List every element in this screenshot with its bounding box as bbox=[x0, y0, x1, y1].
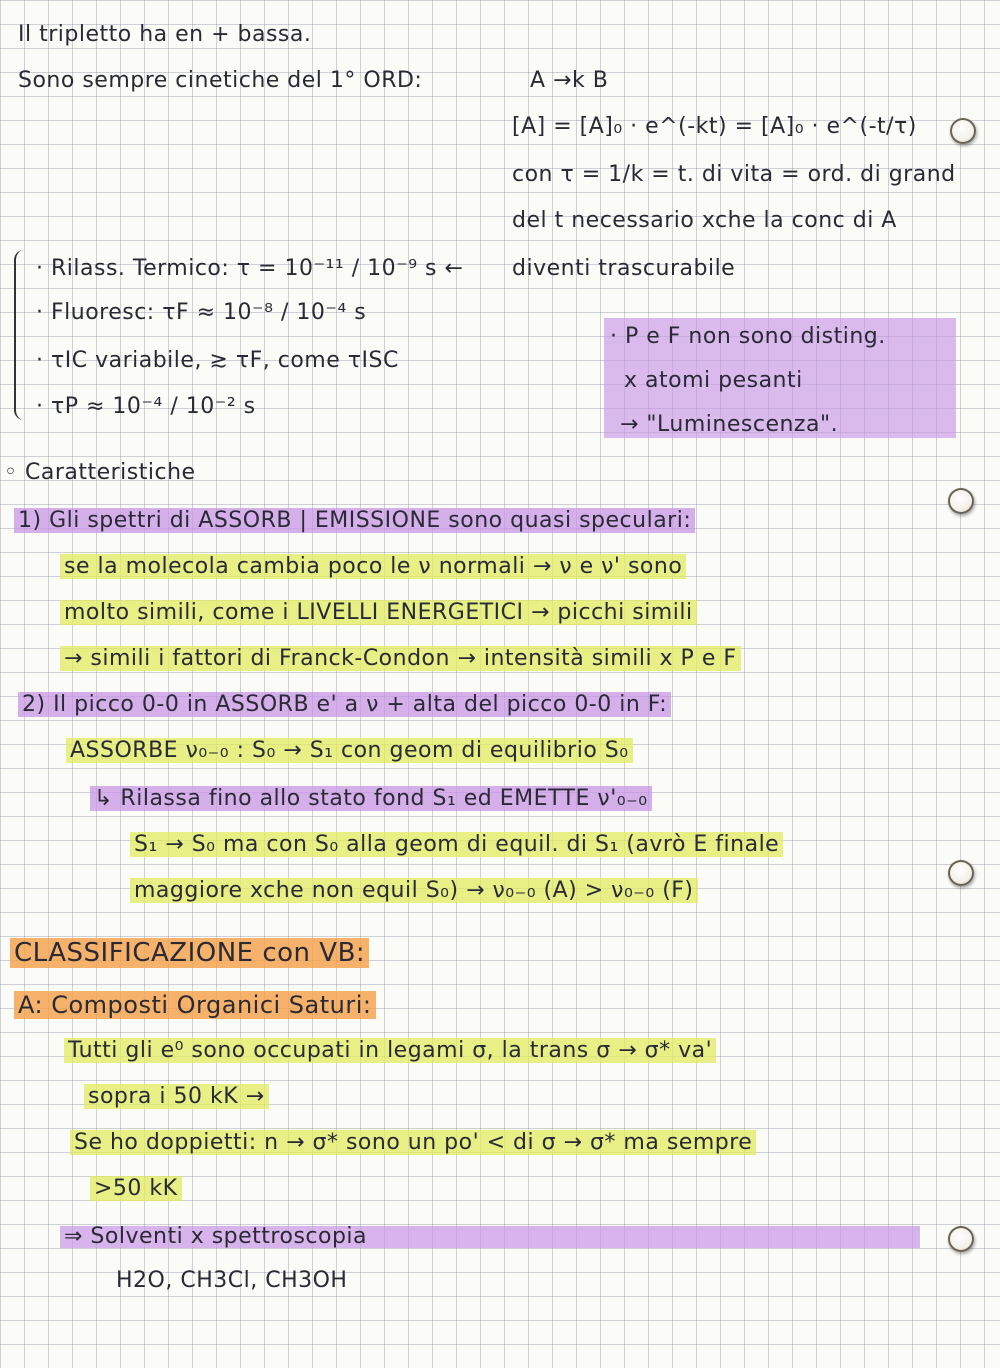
note-line: del t necessario xche la conc di A bbox=[512, 208, 897, 233]
note-line bbox=[84, 1082, 269, 1112]
list-item: · Rilass. Termico: τ = 10⁻¹¹ / 10⁻⁹ s ← bbox=[36, 256, 464, 281]
list-item: · τIC variabile, ≳ τF, come τISC bbox=[36, 348, 399, 373]
note-line bbox=[18, 690, 671, 720]
note-line bbox=[60, 552, 686, 582]
note-line bbox=[14, 506, 695, 536]
highlighted-text: >50 kK bbox=[90, 1176, 182, 1201]
note-line: ⇒ Solventi x spettroscopia bbox=[64, 1224, 368, 1249]
note-line bbox=[60, 644, 741, 674]
note-line bbox=[130, 876, 698, 906]
highlighted-text: ↳ Rilassa fino allo stato fond S₁ ed EMETTE ν'₀₋₀ bbox=[90, 786, 652, 811]
highlighted-text: Se ho doppietti: n → σ* sono un po' < di σ → σ* ma sempre bbox=[70, 1130, 756, 1155]
note-line: H2O, CH3Cl, CH3OH bbox=[116, 1268, 348, 1293]
list-item: · Fluoresc: τF ≈ 10⁻⁸ / 10⁻⁴ s bbox=[36, 300, 367, 325]
list-brace bbox=[14, 250, 30, 420]
note-line bbox=[64, 1036, 716, 1066]
highlighted-text: molto simili, come i LIVELLI ENERGETICI → picchi simili bbox=[60, 600, 697, 625]
highlighted-heading: A: Composti Organici Saturi: bbox=[14, 991, 376, 1019]
kinetics-equation: [A] = [A]₀ · e^(-kt) = [A]₀ · e^(-t/τ) bbox=[512, 114, 917, 139]
note-line: → "Luminescenza". bbox=[620, 412, 839, 437]
section-heading: ◦ Caratteristiche bbox=[4, 460, 196, 485]
binder-hole-4 bbox=[948, 1226, 974, 1252]
highlighted-text: maggiore xche non equil S₀) → ν₀₋₀ (A) > ν₀₋₀ (F) bbox=[130, 878, 698, 903]
note-line bbox=[90, 1174, 182, 1204]
highlighted-text: → simili i fattori di Franck-Condon → intensità simili x P e F bbox=[60, 646, 741, 671]
note-line: · P e F non sono disting. bbox=[610, 324, 886, 349]
highlighted-text: 2) Il picco 0-0 in ASSORB e' a ν + alta del picco 0-0 in F: bbox=[18, 692, 671, 717]
note-line: x atomi pesanti bbox=[624, 368, 803, 393]
highlighted-text: sopra i 50 kK → bbox=[84, 1084, 269, 1109]
note-line: con τ = 1/k = t. di vita = ord. di grand bbox=[512, 162, 956, 187]
subsection-heading bbox=[14, 990, 376, 1020]
note-line: Sono sempre cinetiche del 1° ORD: bbox=[18, 68, 423, 93]
binder-hole-2 bbox=[948, 488, 974, 514]
note-line: Il tripletto ha en + bassa. bbox=[18, 22, 312, 47]
note-line bbox=[130, 830, 783, 860]
highlighted-text: S₁ → S₀ ma con S₀ alla geom di equil. di S₁ (avrò E finale bbox=[130, 832, 783, 857]
binder-hole-1 bbox=[950, 118, 976, 144]
highlighted-text: Tutti gli e⁰ sono occupati in legami σ, la trans σ → σ* va' bbox=[64, 1038, 716, 1063]
highlighted-text: se la molecola cambia poco le ν normali → ν e ν' sono bbox=[60, 554, 686, 579]
note-line: diventi trascurabile bbox=[512, 256, 736, 281]
binder-hole-3 bbox=[948, 860, 974, 886]
section-heading bbox=[10, 938, 369, 968]
note-line bbox=[66, 736, 633, 766]
highlighted-text: ASSORBE ν₀₋₀ : S₀ → S₁ con geom di equilibrio S₀ bbox=[66, 738, 633, 763]
highlighted-text: 1) Gli spettri di ASSORB | EMISSIONE sono quasi speculari: bbox=[14, 508, 695, 533]
note-line bbox=[90, 784, 652, 814]
reaction-formula: A →k B bbox=[530, 68, 609, 93]
note-line bbox=[70, 1128, 756, 1158]
note-line bbox=[60, 598, 697, 628]
highlighted-heading: CLASSIFICAZIONE con VB: bbox=[10, 938, 369, 968]
list-item: · τP ≈ 10⁻⁴ / 10⁻² s bbox=[36, 394, 256, 419]
